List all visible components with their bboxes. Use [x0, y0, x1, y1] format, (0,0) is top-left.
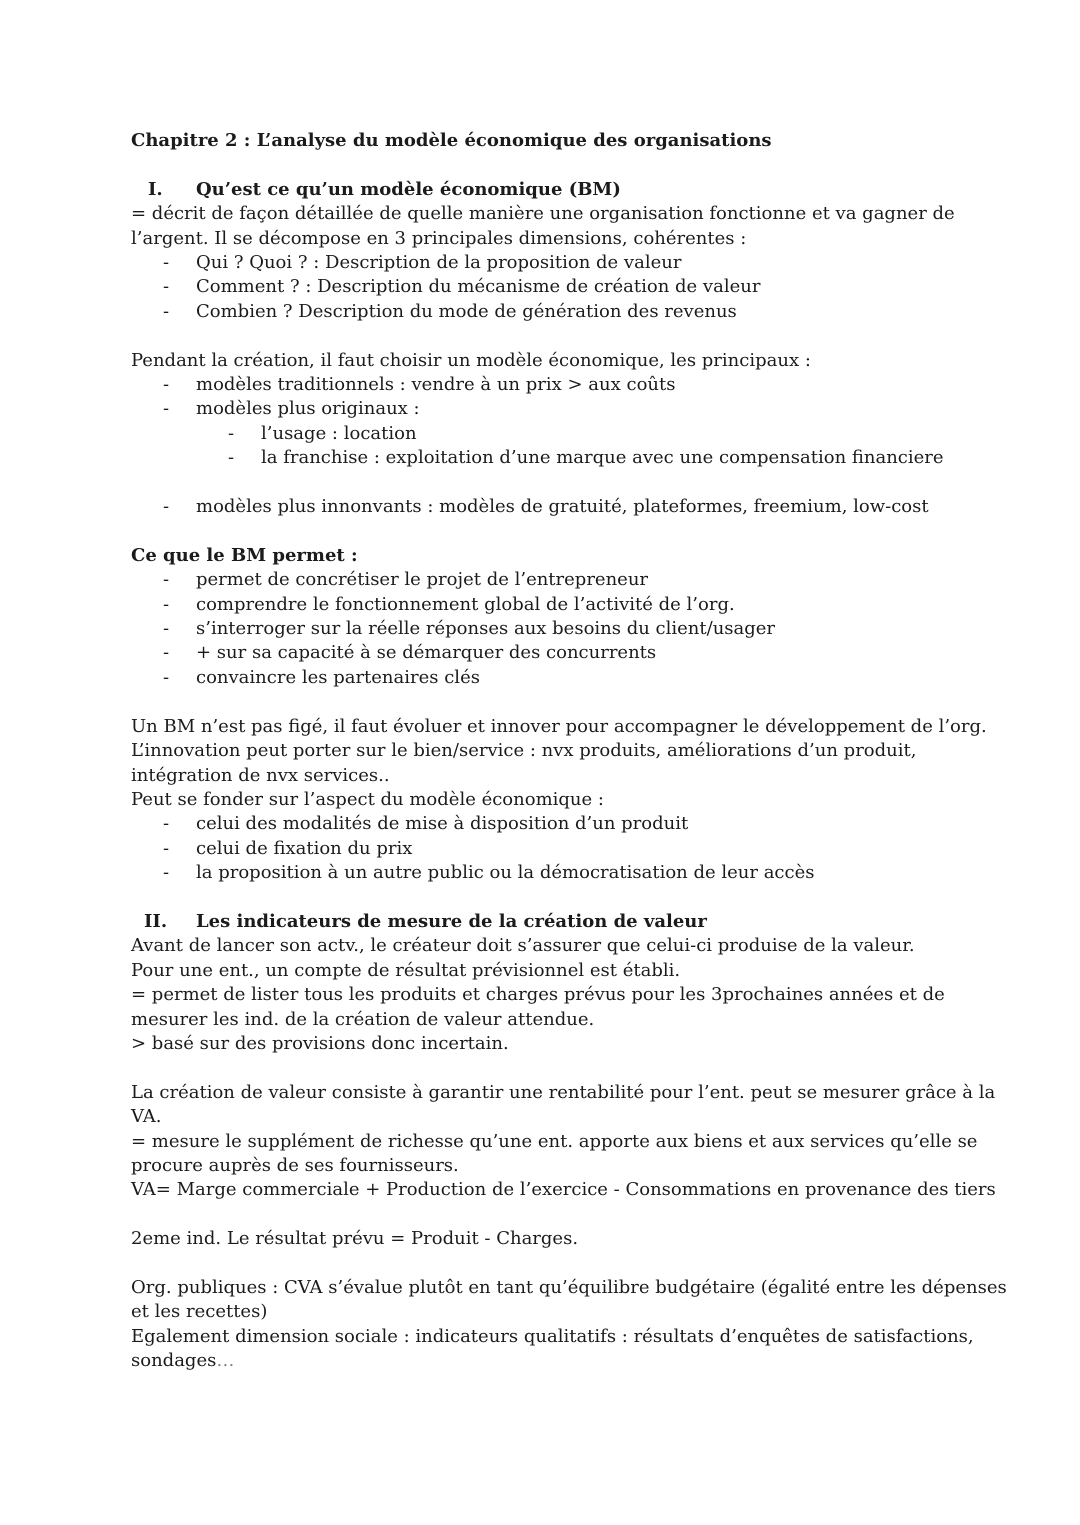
chapter-title: Chapitre 2 : L’analyse du modèle économique des organisations: [131, 130, 772, 151]
public-org-line-1: Org. publiques : CVA s’évalue plutôt en tant qu’équilibre budgétaire (égalité entre les dépenses: [131, 1277, 1007, 1298]
bullet-dash: -: [163, 398, 170, 419]
evolution-line-1: Un BM n’est pas figé, il faut évoluer et innover pour accompagner le développement de l’org.: [131, 716, 987, 737]
evolution-line-4: Peut se fonder sur l’aspect du modèle économique :: [131, 789, 604, 810]
bullet-dash: -: [228, 423, 235, 444]
bullet-dash: -: [163, 276, 170, 297]
bullet-dash: -: [163, 496, 170, 517]
bullet-dash: -: [163, 618, 170, 639]
bm-allows-heading: Ce que le BM permet :: [131, 545, 358, 566]
indicators-line-2: Pour une ent., un compte de résultat prévisionnel est établi.: [131, 960, 681, 981]
bullet-dash: -: [163, 813, 170, 834]
social-dimension-text: sondages: [131, 1350, 217, 1371]
model-item: modèles traditionnels : vendre à un prix > aux coûts: [196, 374, 676, 395]
aspect-item: la proposition à un autre public ou la démocratisation de leur accès: [196, 862, 815, 883]
allows-item: s’interroger sur la réelle réponses aux besoins du client/usager: [196, 618, 776, 639]
model-item: modèles plus innonvants : modèles de gratuité, plateformes, freemium, low-cost: [196, 496, 929, 517]
indicators-line-3: = permet de lister tous les produits et charges prévus pour les 3prochaines années et de: [131, 984, 945, 1005]
evolution-line-3: intégration de nvx services..: [131, 765, 390, 786]
dimension-item: Combien ? Description du mode de génération des revenus: [196, 301, 737, 322]
bullet-dash: -: [163, 838, 170, 859]
value-creation-line-1: La création de valeur consiste à garantir une rentabilité pour l’ent. peut se mesurer grâce à la: [131, 1082, 996, 1103]
bm-definition-line-2: l’argent. Il se décompose en 3 principales dimensions, cohérentes :: [131, 228, 747, 249]
dimension-item: Qui ? Quoi ? : Description de la proposition de valeur: [196, 252, 682, 273]
bullet-dash: -: [163, 667, 170, 688]
allows-item: comprendre le fonctionnement global de l’activité de l’org.: [196, 594, 735, 615]
section-2-heading: Les indicateurs de mesure de la création de valeur: [196, 911, 707, 932]
va-definition-line-1: = mesure le supplément de richesse qu’une ent. apporte aux biens et aux services qu’elle se: [131, 1131, 978, 1152]
social-dimension-line-1: Egalement dimension sociale : indicateurs qualitatifs : résultats d’enquêtes de satisfactions,: [131, 1326, 974, 1347]
bm-definition-line-1: = décrit de façon détaillée de quelle manière une organisation fonctionne et va gagner de: [131, 203, 955, 224]
section-2-number: II.: [144, 911, 168, 932]
va-formula: VA= Marge commerciale + Production de l’exercice - Consommations en provenance des tiers: [131, 1179, 996, 1200]
sub-model-item: l’usage : location: [261, 423, 417, 444]
indicators-line-4: mesurer les ind. de la création de valeur attendue.: [131, 1009, 595, 1030]
section-1-heading: Qu’est ce qu’un modèle économique (BM): [196, 179, 621, 200]
aspect-item: celui des modalités de mise à disposition d’un produit: [196, 813, 689, 834]
bullet-dash: -: [163, 569, 170, 590]
allows-item: + sur sa capacité à se démarquer des concurrents: [196, 642, 657, 663]
aspect-item: celui de fixation du prix: [196, 838, 413, 859]
indicators-line-1: Avant de lancer son actv., le créateur doit s’assurer que celui-ci produise de la valeur.: [131, 935, 915, 956]
social-dimension-line-2: [131, 1349, 234, 1373]
bullet-dash: -: [163, 301, 170, 322]
allows-item: convaincre les partenaires clés: [196, 667, 480, 688]
bullet-dash: -: [228, 447, 235, 468]
indicators-line-5: > basé sur des provisions donc incertain.: [131, 1033, 509, 1054]
public-org-line-2: et les recettes): [131, 1301, 268, 1322]
ellipsis: …: [216, 1350, 235, 1371]
bullet-dash: -: [163, 374, 170, 395]
bullet-dash: -: [163, 594, 170, 615]
choose-model-text: Pendant la création, il faut choisir un modèle économique, les principaux :: [131, 350, 811, 371]
value-creation-line-2: VA.: [131, 1106, 162, 1127]
bullet-dash: -: [163, 862, 170, 883]
model-item: modèles plus originaux :: [196, 398, 420, 419]
dimension-item: Comment ? : Description du mécanisme de création de valeur: [196, 276, 761, 297]
section-1-number: I.: [148, 179, 163, 200]
evolution-line-2: L’innovation peut porter sur le bien/service : nvx produits, améliorations d’un produit,: [131, 740, 917, 761]
va-definition-line-2: procure auprès de ses fournisseurs.: [131, 1155, 459, 1176]
bullet-dash: -: [163, 252, 170, 273]
bullet-dash: -: [163, 642, 170, 663]
allows-item: permet de concrétiser le projet de l’entrepreneur: [196, 569, 649, 590]
sub-model-item: la franchise : exploitation d’une marque avec une compensation financiere: [261, 447, 944, 468]
result-indicator: 2eme ind. Le résultat prévu = Produit - Charges.: [131, 1228, 579, 1249]
